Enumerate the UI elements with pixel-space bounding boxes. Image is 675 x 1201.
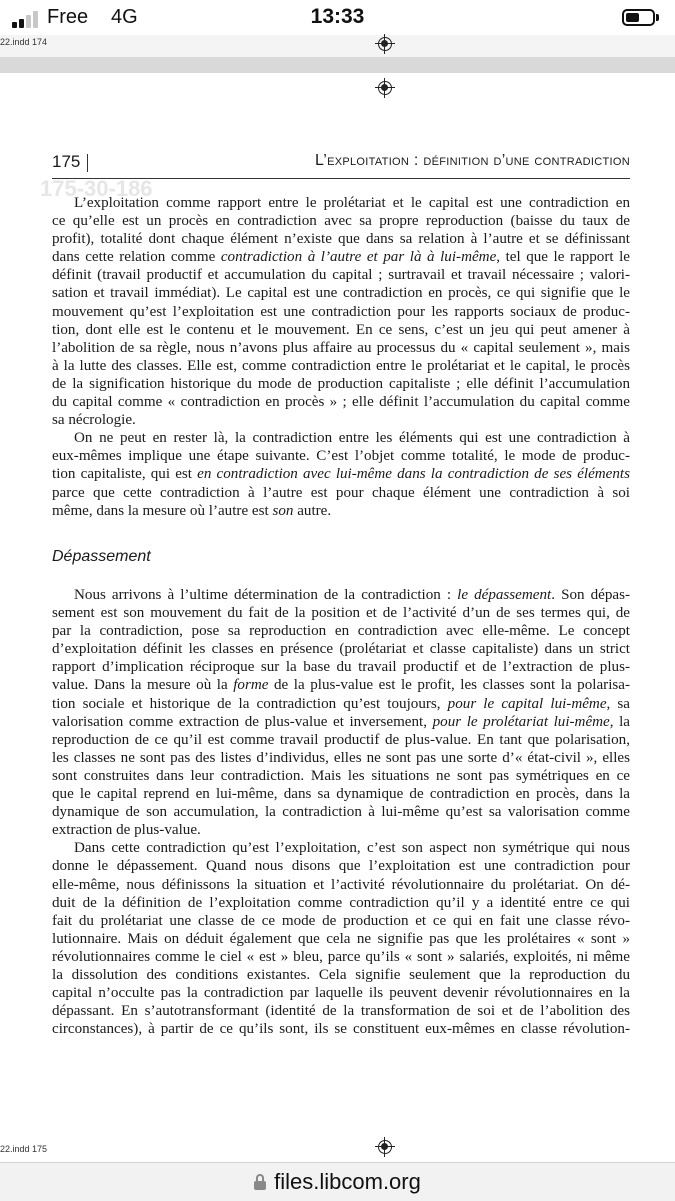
status-bar	[0, 0, 675, 38]
address-bar-content[interactable]	[0, 1169, 675, 1195]
page-gap-band	[0, 57, 675, 73]
registration-mark-icon	[378, 1140, 392, 1154]
section-title: Dépassement	[52, 548, 151, 565]
network-type: 4G	[111, 6, 138, 28]
running-header	[52, 152, 630, 179]
clock: 13:33	[310, 5, 365, 28]
battery-tip	[656, 14, 659, 21]
carrier-name: Free	[47, 6, 89, 28]
paragraph: On ne peut en rester là, la contradiction entre les éléments qui est une contradiction à eux-mêmes implique une étape suivante. C’est l’objet comme totalité, le mode de produc- tion capitaliste, qui est en contradiction avec lui-même dans la contradiction de ses éléments parce que cette contradiction à l’autre est pour chaque élément une contradiction à soi même, dans la mesure où l’autre est son autre.	[52, 430, 630, 519]
paragraph: L’exploitation comme rapport entre le prolétariat et le capital est une contradiction en ce qu’elle est un procès en contradiction avec sa propre reproduction (baisse du taux de profit), totalité dont chaque élément n’existe que dans sa relation à l’autre et se définissant dans cette relation comme contradiction à l’autre et par là à lui-même, tel que le rapport le définit (travail productif et accumulation du capital ; surtravail et travail nécessaire ; valori- sation et travail immédiat). Le capital est une contradiction en procès, ce qui signifie que le mouvement qu’est l’exploitation est une contradiction pour les rapports sociaux de produc- tion, dont elle est le contenu et le mouvement. En ce sens, c’est un jeu qui peut amener à l’abolition de sa règle, nous n’avons plus affaire au processus du « capital seulement », mais à la lutte des classes. Elle est, comme contradiction entre le prolétariat et le capital, le procès de la signification historique du mode de production capitaliste ; elle définit l’accumulation du capital comme « contradiction en procès » ; elle définit l’accumulation du capital comme sa nécrologie.	[52, 195, 630, 429]
body-text-block-2	[52, 586, 630, 1038]
body-text-block-1	[52, 194, 630, 520]
url-text[interactable]: files.libcom.org	[274, 1169, 421, 1194]
paragraph: Nous arrivons à l’ultime détermination de la contradiction : le dépassement. Son dépas- sement est son mouvement du fait de la position et de l’activité d’un de ses termes qui, de par la contradiction, pose sa reproduction en contradiction avec elle-même. Le concept d’exploitation définit les classes en présence (prolétariat et classe capitaliste) dans un strict rapport d’implication réciproque sur la base du travail productif et de l’extraction de plus- value. Dans la mesure où la forme de la plus-value est le profit, les classes sont la polarisa- tion sociale et historique de la contradiction qu’est toujours, pour le capital lui-même, sa valorisation comme extraction de plus-value et inversement, pour le prolétariat lui-même, la reproduction de ce qu’il est comme travail productif de plus-value. En tant que polarisation, les classes ne sont pas des listes d’individus, elles ne sont pas une sorte d’« état-civil », elles sont construites dans leur contradiction. Mais les situations ne sont pas symétriques en ce que le capital reprend en lui-même, dans sa dynamique de contradiction en procès, dans la dynamique de son accumulation, la contradiction à lui-même qu’est sa valorisation comme extraction de plus-value.	[52, 587, 631, 839]
registration-mark-icon	[378, 81, 392, 95]
address-bar[interactable]	[0, 1162, 675, 1201]
paragraph: Dans cette contradiction qu’est l’exploitation, c’est son aspect non symétrique qui nous donne le dépassement. Quand nous disons que l’exploitation est une contradiction pour elle-même, nous définissons la situation et l’activité révolutionnaire du prolétariat. On dé- duit de la définition de l’exploitation comme contradiction qu’il y a identité entre ce qui fait du prolétariat une classe de ce mode de production et ce qui en fait une classe révo- lutionnaire. Mais on déduit également que cela ne signifie pas que les prolétaires « sont » révolutionnaires comme le ciel « est » bleu, parce qu’ils « sont » salariés, exploités, ni même la dissolution des conditions existantes. Cela signifie seulement que la reproduction du capital n’occulte pas la contradiction par laquelle ils peuvent devenir révolutionnaires en la dépassant. En s’autotransformant (identité de la transformation de soi et de l’abolition des circonstances), à partir de ce qu’ils sont, ils se constituent eux-mêmes en classe révolution-	[52, 840, 630, 1038]
print-slug-bottom: 22.indd 175	[0, 1144, 48, 1154]
page-number: 175	[52, 152, 81, 171]
battery-icon	[622, 9, 655, 26]
print-slug-top-bar	[0, 35, 675, 57]
registration-mark-icon	[378, 37, 392, 51]
header-divider	[87, 154, 88, 172]
lock-icon	[254, 1174, 266, 1190]
running-title: L’exploitation : définition d’une contradiction	[314, 152, 630, 169]
print-slug-top: 22.indd 174	[0, 37, 48, 47]
bleed-through-text: 175-30-186	[40, 176, 153, 201]
